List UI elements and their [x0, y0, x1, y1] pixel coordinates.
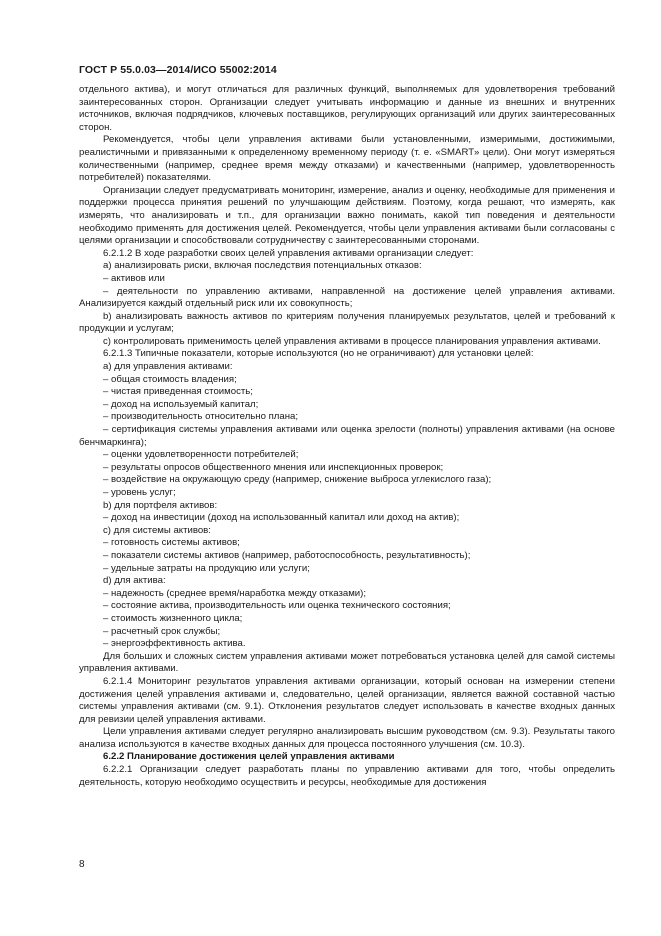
paragraph: – воздействие на окружающую среду (например, снижение выброса углекислого газа);: [103, 474, 492, 486]
paragraph: – общая стоимость владения;: [103, 373, 237, 385]
paragraph: d) для актива:: [103, 575, 166, 587]
paragraph: – оценки удовлетворенности потребителей;: [103, 449, 299, 461]
paragraph: – результаты опросов общественного мнения или инспекционных проверок;: [103, 461, 444, 473]
page-header-standard-number: ГОСТ Р 55.0.03—2014/ИСО 55002:2014: [79, 64, 277, 76]
paragraph: – производительность относительно плана;: [103, 411, 299, 423]
paragraph: – уровень услуг;: [103, 487, 176, 498]
paragraph: c) контролировать применимость целей управления активами в процессе планирования управления активами.: [103, 335, 601, 347]
paragraph: Для больших и сложных систем управления активами может потребоваться установка целей для самой системы управления активами.: [79, 650, 615, 675]
paragraph: – расчетный срок службы;: [103, 625, 221, 637]
paragraph: – сертификация системы управления активами или оценка зрелости (полноты) управления активами (на основе бенчмаркинга);: [79, 424, 615, 448]
page-number: 8: [79, 859, 85, 870]
document-body: [79, 84, 615, 789]
paragraph: 6.2.1.4 Мониторинг результатов управления активами организации, который основан на измерении степени достижения целей управления активами и, следовательно, целей организации, является важной составной частью системы управления активами (см. 9.1). Отклонения результатов следует использовать в качестве входных данных для ревизии целей управления активами.: [79, 675, 615, 725]
paragraph: отдельного актива), и могут отличаться для различных функций, выполняемых для удовлетворения требований заинтересованных сторон. Организации следует учитывать информацию и данные из внешних и внутренних источников, включая подрядчиков, ключевых поставщиков, регулирующих организаций или других заинтересованных сторон.: [79, 84, 615, 133]
paragraph: Рекомендуется, чтобы цели управления активами были установленными, измеримыми, достижимыми, реалистичными и привязанными к определенному временному периоду (т. е. «SMART» цели). Они могут измеряться количественными (например, среднее время между отказами) и качественными (например, удовлетворенность потребителей) показателями.: [79, 134, 615, 184]
section-heading: 6.2.2 Планирование достижения целей управления активами: [103, 751, 395, 763]
paragraph: 6.2.1.3 Типичные показатели, которые используются (но не ограничивают) для установки целей:: [103, 348, 534, 360]
paragraph: – готовность системы активов;: [103, 537, 240, 549]
paragraph: – активов или: [103, 272, 165, 284]
paragraph: – доход на используемый капитал;: [103, 398, 259, 410]
paragraph: – чистая приведенная стоимость;: [103, 386, 253, 398]
paragraph: 6.2.2.1 Организации следует разработать планы по управлению активами для того, чтобы определить деятельность, которую необходимо осуществить и ресурсы, необходимые для достижения: [79, 764, 615, 788]
paragraph: Цели управления активами следует регулярно анализировать высшим руководством (см. 9.3). Результаты такого анализа используются в качестве входных данных для процесса постоянного улучшения (см. 10.3).: [79, 726, 615, 750]
paragraph: – деятельности по управлению активами, направленной на достижение целей управления активами. Анализируется каждый отдельный риск или их совокупность;: [79, 285, 615, 310]
paragraph: Организации следует предусматривать мониторинг, измерение, анализ и оценку, необходимые для применения и поддержки процесса принятия решений по улучшающим действиям. Поэтому, когда решают, что измерять, как измерять, что анализировать и т.п., для организации важно понимать, какой тип поведения и деятельности необходимо применять для достижения целей. Рекомендуется, чтобы цели управления активами были согласованы с целями организации и способствовали сотрудничеству с заинтересованными сторонами.: [79, 184, 615, 247]
paragraph: – удельные затраты на продукцию или услуги;: [103, 562, 310, 574]
paragraph: b) анализировать важность активов по критериям получения планируемых результатов, целей и требований к продукции и услугам;: [79, 310, 615, 335]
paragraph: – показатели системы активов (например, работоспособность, результативность);: [103, 549, 471, 561]
paragraph: – энергоэффективность актива.: [103, 638, 246, 650]
paragraph: 6.2.1.2 В ходе разработки своих целей управления активами организации следует:: [103, 247, 474, 259]
paragraph: – состояние актива, производительность или оценка технического состояния;: [103, 600, 451, 612]
paragraph: – надежность (среднее время/наработка между отказами);: [103, 587, 367, 599]
paragraph: – стоимость жизненного цикла;: [103, 612, 243, 624]
paragraph: b) для портфеля активов:: [103, 499, 218, 511]
paragraph: a) анализировать риски, включая последствия потенциальных отказов:: [103, 260, 422, 272]
paragraph: a) для управления активами:: [103, 361, 233, 373]
paragraph: c) для системы активов:: [103, 524, 211, 536]
paragraph: – доход на инвестиции (доход на использованный капитал или доход на актив);: [103, 512, 460, 524]
